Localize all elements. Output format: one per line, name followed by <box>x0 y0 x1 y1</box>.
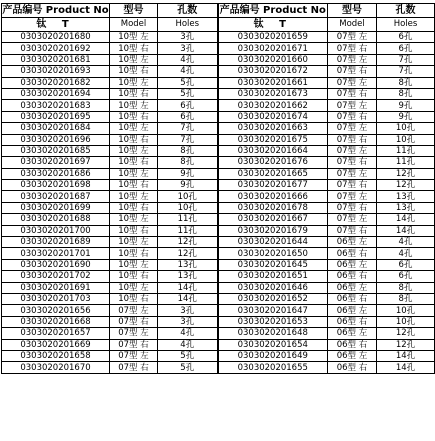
holes-cell-left: 3孔 <box>158 43 218 54</box>
model-cell-left: 07型 左 <box>110 305 158 316</box>
product-no-cell-left: 0303020201669 <box>2 339 110 350</box>
product-no-cell-left: 0303020201694 <box>2 88 110 99</box>
model-cell-left: 10型 左 <box>110 214 158 225</box>
holes-cell-right: 6孔 <box>377 259 435 270</box>
model-cell-right: 06型 右 <box>328 362 377 373</box>
table-row <box>2 339 435 350</box>
product-no-cell-left: 0303020201701 <box>2 248 110 259</box>
product-no-cell-left: 0303020201685 <box>2 145 110 156</box>
table-row <box>2 271 435 282</box>
holes-cell-right: 14孔 <box>377 214 435 225</box>
product-no-cell-left: 0303020201690 <box>2 259 110 270</box>
header-row-top <box>2 4 435 18</box>
holes-cell-right: 14孔 <box>377 350 435 361</box>
model-cell-left: 10型 左 <box>110 237 158 248</box>
product-no-cell-left: 0303020201693 <box>2 66 110 77</box>
model-cell-right: 06型 左 <box>328 305 377 316</box>
product-no-cell-right: 0303020201662 <box>218 100 328 111</box>
model-cell-right: 07型 左 <box>328 123 377 134</box>
product-no-cell-left: 0303020201682 <box>2 77 110 88</box>
table-row <box>2 77 435 88</box>
table-row <box>2 362 435 373</box>
holes-cell-left: 6孔 <box>158 111 218 122</box>
holes-cell-right: 12孔 <box>377 168 435 179</box>
holes-cell-left: 3孔 <box>158 32 218 43</box>
table-row <box>2 43 435 54</box>
holes-cell-right: 13孔 <box>377 202 435 213</box>
product-no-cell-left: 0303020201695 <box>2 111 110 122</box>
model-cell-right: 07型 左 <box>328 32 377 43</box>
holes-cell-right: 14孔 <box>377 362 435 373</box>
holes-cell-right: 8孔 <box>377 77 435 88</box>
table-row <box>2 180 435 191</box>
model-header-cn-left: 型号 <box>110 4 158 18</box>
holes-cell-left: 10孔 <box>158 202 218 213</box>
model-cell-left: 10型 左 <box>110 168 158 179</box>
product-no-cell-right: 0303020201644 <box>218 237 328 248</box>
model-cell-right: 07型 左 <box>328 54 377 65</box>
model-header-en-right: Model <box>328 18 377 32</box>
product-no-cell-left: 0303020201698 <box>2 180 110 191</box>
model-cell-right: 06型 左 <box>328 237 377 248</box>
product-no-cell-left: 0303020201692 <box>2 43 110 54</box>
holes-cell-left: 10孔 <box>158 191 218 202</box>
table-row <box>2 111 435 122</box>
table-row <box>2 350 435 361</box>
model-cell-right: 07型 左 <box>328 168 377 179</box>
product-no-cell-right: 0303020201679 <box>218 225 328 236</box>
product-no-cell-right: 0303020201661 <box>218 77 328 88</box>
product-no-cell-left: 0303020201670 <box>2 362 110 373</box>
product-no-cell-left: 0303020201699 <box>2 202 110 213</box>
product-no-cell-left: 0303020201684 <box>2 123 110 134</box>
model-cell-left: 07型 左 <box>110 350 158 361</box>
model-cell-right: 07型 右 <box>328 66 377 77</box>
holes-cell-right: 7孔 <box>377 54 435 65</box>
product-no-cell-right: 0303020201646 <box>218 282 328 293</box>
holes-cell-right: 10孔 <box>377 316 435 327</box>
holes-cell-right: 12孔 <box>377 339 435 350</box>
product-no-cell-left: 0303020201702 <box>2 271 110 282</box>
model-cell-left: 10型 右 <box>110 293 158 304</box>
holes-cell-left: 8孔 <box>158 157 218 168</box>
model-cell-right: 07型 右 <box>328 88 377 99</box>
table-row <box>2 88 435 99</box>
model-cell-right: 07型 左 <box>328 100 377 111</box>
table-row <box>2 100 435 111</box>
holes-cell-left: 5孔 <box>158 77 218 88</box>
model-cell-left: 10型 右 <box>110 43 158 54</box>
product-no-cell-left: 0303020201668 <box>2 316 110 327</box>
product-no-cell-right: 0303020201672 <box>218 66 328 77</box>
holes-cell-left: 9孔 <box>158 168 218 179</box>
table-row <box>2 168 435 179</box>
table-row <box>2 316 435 327</box>
model-cell-right: 07型 左 <box>328 145 377 156</box>
holes-cell-left: 11孔 <box>158 225 218 236</box>
holes-cell-right: 11孔 <box>377 145 435 156</box>
product-no-cell-right: 0303020201664 <box>218 145 328 156</box>
product-no-cell-right: 0303020201666 <box>218 191 328 202</box>
holes-cell-right: 13孔 <box>377 191 435 202</box>
model-header-en-left: Model <box>110 18 158 32</box>
holes-cell-left: 9孔 <box>158 180 218 191</box>
holes-cell-left: 12孔 <box>158 248 218 259</box>
product-no-header-left: 产品编号 Product No <box>2 5 109 16</box>
model-cell-left: 10型 左 <box>110 77 158 88</box>
holes-cell-left: 7孔 <box>158 134 218 145</box>
holes-cell-left: 4孔 <box>158 66 218 77</box>
holes-cell-right: 6孔 <box>377 43 435 54</box>
product-no-cell-left: 0303020201686 <box>2 168 110 179</box>
holes-cell-right: 10孔 <box>377 305 435 316</box>
model-cell-left: 07型 右 <box>110 339 158 350</box>
product-no-cell-right: 0303020201677 <box>218 180 328 191</box>
product-no-cell-right: 0303020201650 <box>218 248 328 259</box>
model-cell-right: 06型 右 <box>328 271 377 282</box>
product-no-cell-left: 0303020201691 <box>2 282 110 293</box>
model-cell-left: 10型 右 <box>110 248 158 259</box>
table-row <box>2 145 435 156</box>
product-no-cell-left: 0303020201683 <box>2 100 110 111</box>
model-cell-right: 06型 右 <box>328 316 377 327</box>
product-no-cell-right: 0303020201654 <box>218 339 328 350</box>
table-row <box>2 66 435 77</box>
table-row <box>2 202 435 213</box>
holes-cell-left: 4孔 <box>158 54 218 65</box>
holes-header-en-right: Holes <box>377 18 435 32</box>
product-no-cell-left: 0303020201697 <box>2 157 110 168</box>
table-row <box>2 214 435 225</box>
model-cell-left: 10型 右 <box>110 225 158 236</box>
table-row <box>2 282 435 293</box>
model-cell-right: 07型 左 <box>328 214 377 225</box>
product-no-cell-right: 0303020201648 <box>218 328 328 339</box>
product-no-cell-left: 0303020201656 <box>2 305 110 316</box>
holes-cell-left: 3孔 <box>158 305 218 316</box>
holes-cell-right: 6孔 <box>377 32 435 43</box>
model-cell-left: 10型 左 <box>110 145 158 156</box>
table-row <box>2 191 435 202</box>
holes-cell-left: 12孔 <box>158 237 218 248</box>
model-cell-left: 10型 右 <box>110 134 158 145</box>
model-cell-right: 07型 右 <box>328 180 377 191</box>
table-row <box>2 54 435 65</box>
holes-cell-right: 8孔 <box>377 293 435 304</box>
model-cell-right: 06型 左 <box>328 259 377 270</box>
model-cell-right: 07型 右 <box>328 157 377 168</box>
product-no-cell-right: 0303020201663 <box>218 123 328 134</box>
holes-cell-right: 9孔 <box>377 100 435 111</box>
product-no-cell-right: 0303020201652 <box>218 293 328 304</box>
model-header-cn-right: 型号 <box>328 4 377 18</box>
model-cell-right: 07型 右 <box>328 43 377 54</box>
holes-cell-right: 8孔 <box>377 282 435 293</box>
product-no-cell-right: 0303020201674 <box>218 111 328 122</box>
holes-cell-left: 14孔 <box>158 293 218 304</box>
product-no-cell-left: 0303020201657 <box>2 328 110 339</box>
product-no-cell-left: 0303020201688 <box>2 214 110 225</box>
holes-cell-right: 10孔 <box>377 123 435 134</box>
model-cell-left: 07型 左 <box>110 328 158 339</box>
model-cell-left: 10型 右 <box>110 88 158 99</box>
model-cell-right: 07型 右 <box>328 111 377 122</box>
model-cell-left: 10型 右 <box>110 202 158 213</box>
holes-cell-left: 14孔 <box>158 282 218 293</box>
product-no-cell-right: 0303020201665 <box>218 168 328 179</box>
holes-cell-left: 5孔 <box>158 362 218 373</box>
holes-cell-right: 14孔 <box>377 225 435 236</box>
table-row <box>2 32 435 43</box>
model-cell-left: 10型 右 <box>110 66 158 77</box>
model-cell-left: 10型 右 <box>110 157 158 168</box>
table-row <box>2 259 435 270</box>
model-cell-right: 06型 右 <box>328 293 377 304</box>
material-header-right: 钛 T <box>218 18 328 32</box>
product-no-cell-right: 0303020201678 <box>218 202 328 213</box>
model-cell-left: 07型 右 <box>110 316 158 327</box>
model-cell-left: 10型 左 <box>110 54 158 65</box>
holes-cell-right: 4孔 <box>377 248 435 259</box>
model-cell-left: 10型 右 <box>110 180 158 191</box>
product-no-cell-left: 0303020201696 <box>2 134 110 145</box>
product-no-cell-right: 0303020201673 <box>218 88 328 99</box>
holes-cell-left: 13孔 <box>158 259 218 270</box>
table-row <box>2 293 435 304</box>
product-no-cell-left: 0303020201681 <box>2 54 110 65</box>
product-no-cell-left: 0303020201687 <box>2 191 110 202</box>
table-row <box>2 237 435 248</box>
holes-cell-right: 12孔 <box>377 328 435 339</box>
model-cell-right: 07型 左 <box>328 77 377 88</box>
model-cell-left: 07型 右 <box>110 362 158 373</box>
model-cell-right: 06型 右 <box>328 339 377 350</box>
holes-cell-right: 7孔 <box>377 66 435 77</box>
table-row <box>2 225 435 236</box>
product-no-cell-right: 0303020201671 <box>218 43 328 54</box>
product-no-header-right: 产品编号 Product No <box>218 4 328 18</box>
model-cell-right: 07型 右 <box>328 202 377 213</box>
model-cell-left: 10型 左 <box>110 259 158 270</box>
table-row <box>2 123 435 134</box>
product-no-cell-right: 0303020201649 <box>218 350 328 361</box>
holes-cell-left: 11孔 <box>158 214 218 225</box>
holes-cell-left: 5孔 <box>158 350 218 361</box>
holes-cell-right: 9孔 <box>377 111 435 122</box>
model-cell-right: 06型 右 <box>328 248 377 259</box>
holes-cell-left: 6孔 <box>158 100 218 111</box>
holes-cell-right: 6孔 <box>377 271 435 282</box>
model-cell-left: 10型 左 <box>110 100 158 111</box>
holes-cell-right: 4孔 <box>377 237 435 248</box>
model-cell-right: 07型 右 <box>328 134 377 145</box>
product-no-cell-left: 0303020201689 <box>2 237 110 248</box>
holes-cell-left: 5孔 <box>158 88 218 99</box>
product-no-cell-left: 0303020201680 <box>2 32 110 43</box>
product-no-cell-right: 0303020201676 <box>218 157 328 168</box>
holes-header-en-left: Holes <box>158 18 218 32</box>
model-cell-left: 10型 右 <box>110 271 158 282</box>
model-cell-right: 06型 左 <box>328 328 377 339</box>
product-no-cell-right: 0303020201651 <box>218 271 328 282</box>
model-cell-right: 07型 左 <box>328 191 377 202</box>
holes-cell-left: 4孔 <box>158 328 218 339</box>
product-no-cell-left: 0303020201658 <box>2 350 110 361</box>
model-cell-left: 10型 左 <box>110 32 158 43</box>
holes-header-cn-right: 孔数 <box>377 4 435 18</box>
holes-cell-right: 8孔 <box>377 88 435 99</box>
holes-cell-left: 4孔 <box>158 339 218 350</box>
product-no-cell-right: 0303020201647 <box>218 305 328 316</box>
product-no-cell-right: 0303020201667 <box>218 214 328 225</box>
model-cell-left: 10型 右 <box>110 111 158 122</box>
model-cell-right: 06型 左 <box>328 282 377 293</box>
product-no-cell-right: 0303020201645 <box>218 259 328 270</box>
model-cell-right: 06型 左 <box>328 350 377 361</box>
material-header-left: 钛 T <box>2 18 110 32</box>
holes-cell-left: 7孔 <box>158 123 218 134</box>
header-row-sub <box>2 18 435 32</box>
holes-cell-left: 13孔 <box>158 271 218 282</box>
table-row <box>2 248 435 259</box>
table-header <box>2 4 435 32</box>
holes-cell-right: 12孔 <box>377 180 435 191</box>
table-row <box>2 328 435 339</box>
product-no-cell-right: 0303020201653 <box>218 316 328 327</box>
holes-cell-right: 10孔 <box>377 134 435 145</box>
model-cell-right: 07型 右 <box>328 225 377 236</box>
model-cell-left: 10型 左 <box>110 123 158 134</box>
table-row <box>2 134 435 145</box>
product-no-cell-left: 0303020201703 <box>2 293 110 304</box>
holes-cell-left: 8孔 <box>158 145 218 156</box>
product-table <box>1 3 435 374</box>
product-no-cell-right: 0303020201659 <box>218 32 328 43</box>
table-body <box>2 32 435 374</box>
product-no-cell-left: 0303020201700 <box>2 225 110 236</box>
holes-header-cn-left: 孔数 <box>158 4 218 18</box>
table-row <box>2 305 435 316</box>
table-row <box>2 157 435 168</box>
holes-cell-right: 11孔 <box>377 157 435 168</box>
product-no-cell-right: 0303020201675 <box>218 134 328 145</box>
product-no-cell-right: 0303020201655 <box>218 362 328 373</box>
model-cell-left: 10型 左 <box>110 282 158 293</box>
holes-cell-left: 3孔 <box>158 316 218 327</box>
model-cell-left: 10型 左 <box>110 191 158 202</box>
product-no-cell-right: 0303020201660 <box>218 54 328 65</box>
